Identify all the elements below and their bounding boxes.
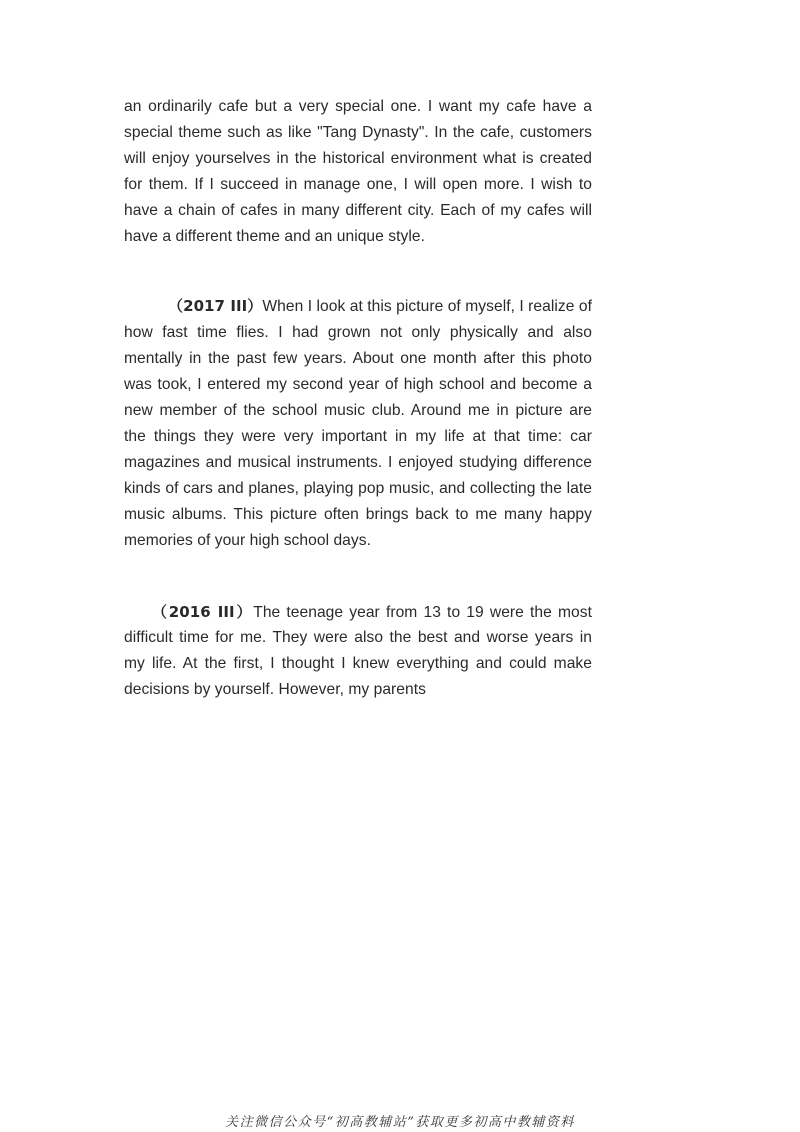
document-page bbox=[124, 94, 592, 703]
paragraph-2016 bbox=[124, 600, 592, 704]
paragraph-2017 bbox=[124, 294, 592, 553]
year-tag-2017: （2017 III） bbox=[168, 297, 263, 316]
year-tag-2016: （2016 III） bbox=[152, 602, 254, 621]
paragraph-2016-text: The teenage year from 13 to 19 were the most difficult time for me. They were also the best and worse years in my life. At the first, I thought I knew everything and could make decisions by yourself. However, my parents bbox=[124, 603, 592, 699]
paragraph-2017-text: When I look at this picture of myself, I realize of how fast time flies. I had grown not only physically and also mentally in the past few years. About one month after this photo was took, I entered my second year of high school and become a new member of the school music club. Around me in picture are the things they were very important in my life at that time: car magazines and musical instruments. I enjoyed studying difference kinds of cars and planes, playing pop music, and collecting the late music albums. This picture often brings back to me many happy memories of your high school days. bbox=[124, 298, 592, 549]
footer-note: 关注微信公众号“初高教辅站”获取更多初高中教辅资料 bbox=[225, 1115, 575, 1130]
paragraph-cafe-text: an ordinarily cafe but a very special one. I want my cafe have a special theme such as like "Tang Dynasty". In the cafe, customers will enjoy yourselves in the historical environment what is created for them. If I succeed in manage one, I will open more. I wish to have a chain of cafes in many different city. Each of my cafes will have a different theme and an unique style. bbox=[124, 98, 592, 245]
paragraph-cafe bbox=[124, 94, 592, 249]
